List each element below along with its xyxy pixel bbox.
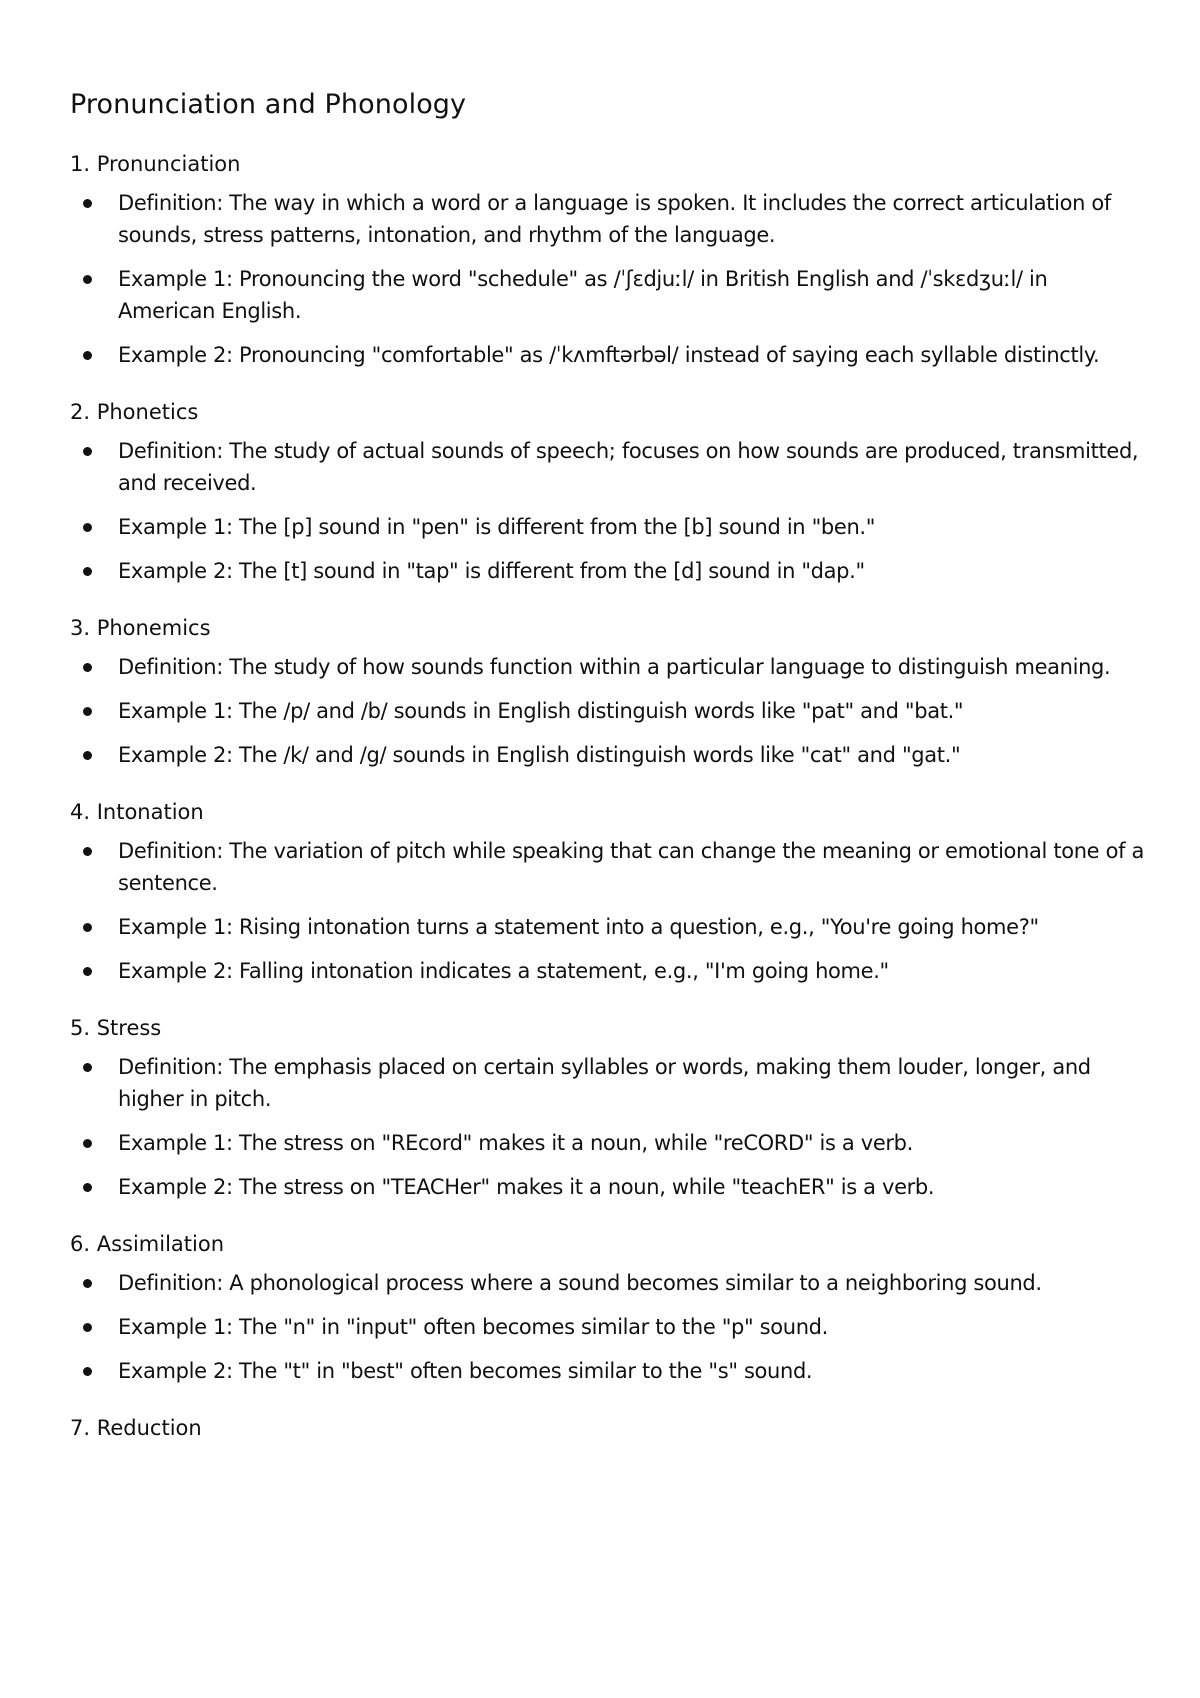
item-text: The /p/ and /b/ sounds in English distinguish words like "pat" and "bat." [232, 699, 964, 723]
section-pronunciation [70, 151, 1150, 371]
item-text: Pronouncing "comfortable" as /ˈkʌmftərbəl/ instead of saying each syllable distinctly. [232, 343, 1100, 367]
list-item [70, 651, 1150, 683]
item-label: Example 2: [118, 1175, 233, 1199]
item-text: A phonological process where a sound becomes similar to a neighboring sound. [222, 1271, 1042, 1295]
item-label: Definition: [118, 439, 223, 463]
bullet-list [70, 1051, 1150, 1203]
list-item [70, 1051, 1150, 1115]
item-label: Definition: [118, 191, 223, 215]
item-label: Example 1: [118, 1131, 233, 1155]
bullet-icon [83, 663, 92, 672]
bullet-icon [83, 967, 92, 976]
bullet-icon [83, 1323, 92, 1332]
bullet-icon [83, 707, 92, 716]
section-phonemics [70, 615, 1150, 771]
bullet-icon [83, 1183, 92, 1192]
bullet-icon [83, 275, 92, 284]
section-intonation [70, 799, 1150, 987]
bullet-icon [83, 1367, 92, 1376]
bullet-icon [83, 567, 92, 576]
item-label: Example 1: [118, 1315, 233, 1339]
list-item [70, 1355, 1150, 1387]
item-label: Definition: [118, 1271, 223, 1295]
item-label: Example 2: [118, 343, 233, 367]
item-text: The study of actual sounds of speech; focuses on how sounds are produced, transmitted, and received. [118, 439, 1139, 495]
list-item [70, 555, 1150, 587]
list-item [70, 1171, 1150, 1203]
section-heading: 4. Intonation [70, 800, 204, 824]
section-heading: 5. Stress [70, 1016, 162, 1040]
document-page [70, 88, 1150, 1469]
list-item [70, 339, 1150, 371]
item-text: The /k/ and /g/ sounds in English distinguish words like "cat" and "gat." [232, 743, 961, 767]
bullet-icon [83, 847, 92, 856]
item-label: Example 1: [118, 515, 233, 539]
list-item [70, 435, 1150, 499]
item-text: The study of how sounds function within a particular language to distinguish meaning. [222, 655, 1111, 679]
section-heading: 6. Assimilation [70, 1232, 225, 1256]
section-heading: 3. Phonemics [70, 616, 211, 640]
item-text: The "n" in "input" often becomes similar to the "p" sound. [232, 1315, 828, 1339]
list-item [70, 955, 1150, 987]
section-assimilation [70, 1231, 1150, 1387]
item-text: The stress on "TEACHer" makes it a noun, while "teachER" is a verb. [232, 1175, 935, 1199]
list-item [70, 187, 1150, 251]
section-stress [70, 1015, 1150, 1203]
bullet-list [70, 435, 1150, 587]
item-text: The emphasis placed on certain syllables or words, making them louder, longer, and higher in pitch. [118, 1055, 1091, 1111]
list-item [70, 1127, 1150, 1159]
item-label: Example 2: [118, 1359, 233, 1383]
bullet-icon [83, 1063, 92, 1072]
list-item [70, 263, 1150, 327]
list-item [70, 835, 1150, 899]
item-text: The "t" in "best" often becomes similar to the "s" sound. [232, 1359, 813, 1383]
section-heading: 1. Pronunciation [70, 152, 241, 176]
section-reduction [70, 1415, 1150, 1441]
list-item [70, 511, 1150, 543]
bullet-icon [83, 1279, 92, 1288]
item-text: Falling intonation indicates a statement, e.g., "I'm going home." [232, 959, 889, 983]
item-text: The stress on "REcord" makes it a noun, while "reCORD" is a verb. [232, 1131, 913, 1155]
list-item [70, 911, 1150, 943]
item-label: Example 1: [118, 267, 233, 291]
item-label: Example 2: [118, 743, 233, 767]
bullet-icon [83, 1139, 92, 1148]
bullet-list [70, 1267, 1150, 1387]
bullet-icon [83, 447, 92, 456]
item-label: Definition: [118, 655, 223, 679]
item-label: Example 2: [118, 959, 233, 983]
list-item [70, 739, 1150, 771]
section-phonetics [70, 399, 1150, 587]
list-item [70, 1267, 1150, 1299]
item-text: The [p] sound in "pen" is different from the [b] sound in "ben." [232, 515, 876, 539]
item-text: The [t] sound in "tap" is different from the [d] sound in "dap." [232, 559, 865, 583]
bullet-icon [83, 751, 92, 760]
bullet-list [70, 651, 1150, 771]
bullet-icon [83, 923, 92, 932]
bullet-list [70, 187, 1150, 371]
section-heading: 7. Reduction [70, 1416, 202, 1440]
document-title: Pronunciation and Phonology [70, 89, 467, 120]
bullet-list [70, 835, 1150, 987]
section-heading: 2. Phonetics [70, 400, 199, 424]
bullet-icon [83, 351, 92, 360]
item-text: The way in which a word or a language is spoken. It includes the correct articulation of sounds, stress patterns, intonation, and rhythm of the language. [118, 191, 1111, 247]
item-label: Example 2: [118, 559, 233, 583]
item-label: Example 1: [118, 699, 233, 723]
bullet-icon [83, 523, 92, 532]
list-item [70, 1311, 1150, 1343]
item-label: Definition: [118, 1055, 223, 1079]
item-text: Rising intonation turns a statement into a question, e.g., "You're going home?" [232, 915, 1039, 939]
item-text: The variation of pitch while speaking that can change the meaning or emotional tone of a sentence. [118, 839, 1144, 895]
item-label: Definition: [118, 839, 223, 863]
bullet-icon [83, 199, 92, 208]
list-item [70, 695, 1150, 727]
item-label: Example 1: [118, 915, 233, 939]
item-text: Pronouncing the word "schedule" as /ˈʃɛdjuːl/ in British English and /ˈskɛdʒuːl/ in American English. [118, 267, 1048, 323]
